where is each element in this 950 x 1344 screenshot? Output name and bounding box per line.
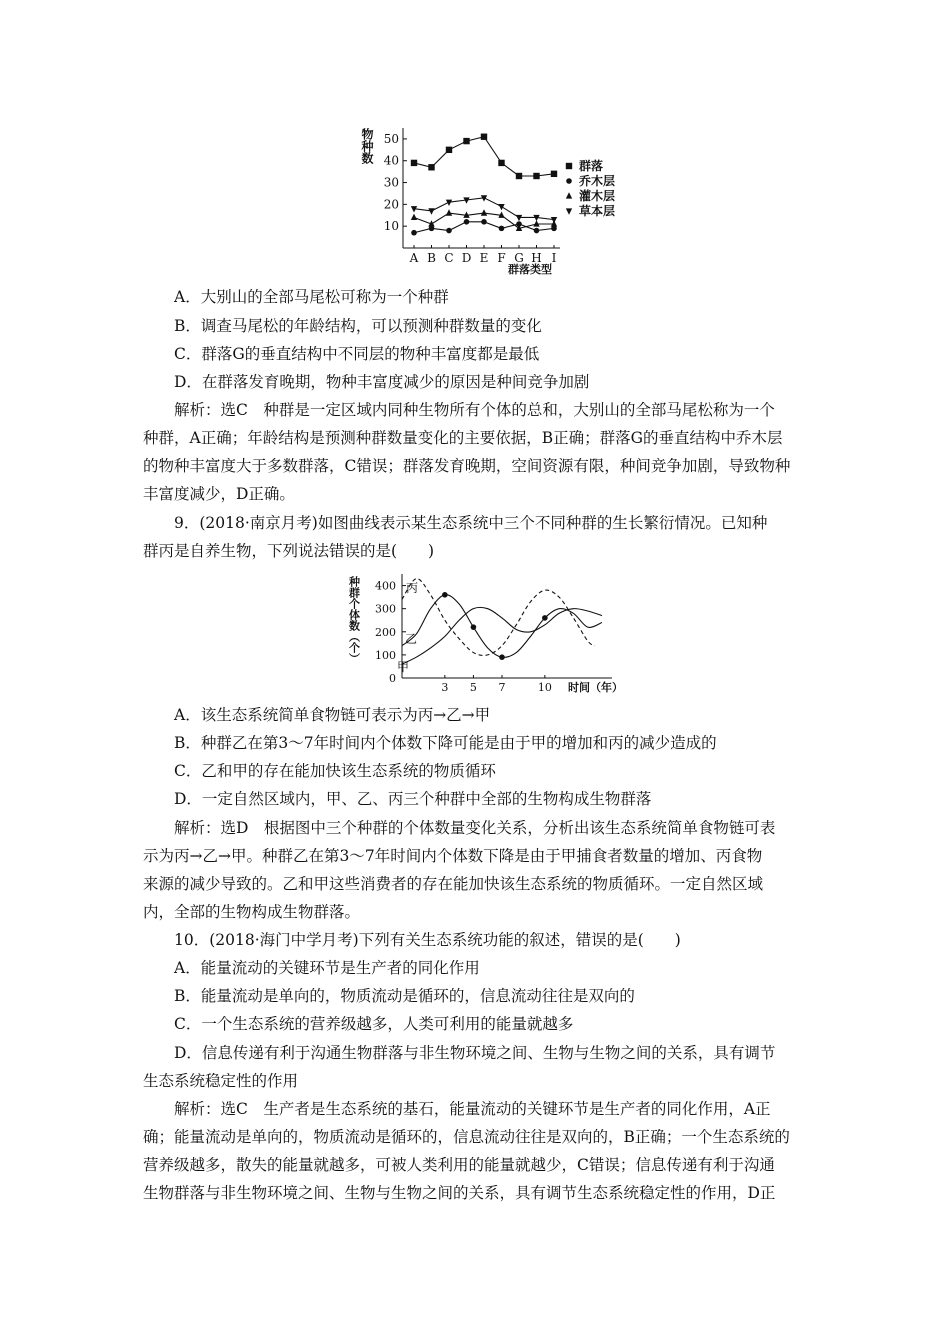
chart1-data-point [446, 228, 452, 234]
chart1-ytick-label: 10 [383, 219, 399, 234]
chart2-ytick-label: 400 [375, 579, 396, 593]
q9-answer-line-3: 来源的减少导致的。乙和甲这些消费者的存在能加快该生态系统的物质循环。一定自然区域 [143, 875, 764, 893]
q9-answer-line-4: 内，全部的生物构成生物群落。 [143, 903, 361, 921]
chart2-xtick-label: 3 [441, 681, 449, 694]
chart1-ytick-label: 40 [383, 153, 399, 168]
chart2-xtick-label: 5 [469, 681, 477, 694]
chart1-data-point [499, 226, 505, 232]
chart1-xtick-label: A [409, 251, 419, 265]
chart1-data-point [498, 160, 504, 166]
chart1-xtick-label: G [514, 251, 524, 265]
species-richness-svg [355, 120, 625, 280]
q8-answer-line-2: 种群，A正确；年龄结构是预测种群数量变化的主要依据，B正确；群落G的垂直结构中乔木层 [143, 429, 783, 447]
chart1-ytick-label: 50 [383, 131, 399, 146]
q10-answer-line-2: 确；能量流动是单向的，物质流动是循环的，信息流动往往是双向的，B正确；一个生态系统的 [143, 1128, 790, 1146]
q9-answer-line-1: 解析：选D 根据图中三个种群的个体数量变化关系，分析出该生态系统简单食物链可表 [174, 819, 776, 837]
chart1-legend-label: 灌木层 [579, 189, 616, 203]
chart1-xtick-label: D [461, 251, 472, 265]
q10-option-b: B．能量流动是单向的，物质流动是循环的，信息流动往往是双向的 [174, 987, 635, 1005]
chart2-xtick-label: 10 [537, 681, 552, 694]
chart1-data-point [533, 173, 539, 179]
chart1-data-point [516, 215, 522, 221]
chart1-ylabel: 物种数 [360, 128, 374, 164]
chart2-highlight-point [499, 654, 505, 660]
chart2-series-label: 乙 [405, 632, 418, 646]
chart1-data-point [516, 173, 522, 179]
q10-option-d-line-1: D．信息传递有利于沟通生物群落与非生物环境之间、生物与生物之间的关系，具有调节 [174, 1044, 776, 1062]
q8-answer-line-3: 的物种丰富度大于多数群落，C错误；群落发育晚期，空间资源有限，种间竞争加剧，导致物种 [143, 457, 791, 475]
chart1-data-point [551, 217, 557, 223]
population-cycle-chart [347, 570, 630, 695]
chart2-ylabel: 种群个体数（个） [347, 576, 361, 664]
chart1-data-point [463, 138, 469, 144]
q10-answer-line-3: 营养级越多，散失的能量就越多，可被人类利用的能量就越少，C错误；信息传递有利于沟通 [143, 1156, 775, 1174]
chart1-xtick-label: C [444, 251, 454, 265]
chart2-ytick-label: 100 [375, 648, 396, 662]
chart1-data-point [446, 209, 452, 215]
chart1-legend-marker [566, 192, 572, 198]
chart1-data-point [481, 219, 487, 225]
chart2-highlight-point [471, 624, 477, 630]
chart1-data-point [446, 147, 452, 153]
q9-option-c: C．乙和甲的存在能加快该生态系统的物质循环 [174, 762, 496, 780]
chart1-data-point [481, 134, 487, 140]
q9-answer-line-2: 示为丙→乙→甲。种群乙在第3～7年时间内个体数下降是由于甲捕食者数量的增加、丙食物 [143, 847, 763, 865]
chart1-data-point [551, 171, 557, 177]
q10-answer-line-4: 生物群落与非生物环境之间、生物与生物之间的关系，具有调节生态系统稳定性的作用，D正 [143, 1184, 776, 1202]
chart1-legend-label: 群落 [579, 159, 604, 173]
q9-option-b: B．种群乙在第3～7年时间内个体数下降可能是由于甲的增加和丙的减少造成的 [174, 734, 717, 752]
chart1-series-line [414, 137, 554, 176]
chart1-data-point [411, 230, 417, 236]
chart1-data-point [534, 228, 540, 234]
q10-option-c: C．一个生态系统的营养级越多，人类可利用的能量就越多 [174, 1015, 574, 1033]
chart1-data-point [428, 208, 434, 214]
chart1-xtick-label: I [551, 251, 557, 265]
q9-stem-line-2: 群丙是自养生物，下列说法错误的是( ) [143, 542, 435, 560]
q8-answer-line-1: 解析：选C 种群是一定区域内同种生物所有个体的总和，大别山的全部马尾松称为一个 [174, 401, 775, 419]
chart2-highlight-point [442, 592, 448, 598]
chart1-legend-marker [566, 163, 572, 169]
chart1-xtick-label: B [427, 251, 436, 265]
chart2-ytick-label: 200 [375, 625, 396, 639]
chart1-xtick-label: H [531, 251, 542, 265]
q9-option-a: A．该生态系统简单食物链可表示为丙→乙→甲 [174, 706, 491, 724]
chart1-legend-marker [566, 208, 572, 214]
chart1-legend-label: 草本层 [579, 204, 616, 218]
chart1-data-point [411, 160, 417, 166]
chart1-legend-marker [566, 178, 572, 184]
q8-answer-line-4: 丰富度减少，D正确。 [143, 485, 295, 503]
q10-answer-line-1: 解析：选C 生产者是生态系统的基石，能量流动的关键环节是生产者的同化作用，A正 [174, 1100, 771, 1118]
q10-option-a: A．能量流动的关键环节是生产者的同化作用 [174, 959, 480, 977]
chart2-ytick-label: 0 [389, 672, 396, 685]
chart1-xlabel: 群落类型 [508, 263, 552, 276]
population-cycle-svg [347, 570, 630, 695]
chart2-series-curve [402, 595, 602, 658]
q9-option-d: D．一定自然区域内，甲、乙、丙三个种群中全部的生物构成生物群落 [174, 790, 652, 808]
chart2-series-label: 丙 [406, 581, 419, 595]
q10-stem: 10．(2018·海门中学月考)下列有关生态系统功能的叙述，错误的是( ) [174, 931, 681, 949]
chart2-series-label: 甲 [397, 660, 410, 674]
chart1-xtick-label: E [479, 251, 489, 265]
chart2-xtick-label: 7 [498, 681, 506, 694]
chart1-ytick-label: 30 [383, 175, 399, 190]
chart1-ytick-label: 20 [383, 197, 399, 212]
q8-option-d: D．在群落发育晚期，物种丰富度减少的原因是种间竞争加剧 [174, 373, 590, 391]
species-richness-chart [355, 120, 625, 280]
chart1-data-point [428, 164, 434, 170]
chart2-ytick-label: 300 [375, 602, 396, 616]
chart1-xtick-label: F [497, 251, 506, 265]
chart1-data-point [498, 204, 504, 210]
chart1-legend-label: 乔木层 [579, 174, 616, 188]
q9-stem-line-1: 9．(2018·南京月考)如图曲线表示某生态系统中三个不同种群的生长繁衍情况。已知种 [174, 514, 768, 532]
chart2-xlabel: 时间（年） [568, 681, 623, 694]
chart2-highlight-point [542, 615, 548, 621]
chart1-data-point [481, 209, 487, 215]
chart1-data-point [464, 219, 470, 225]
q8-option-b: B．调查马尾松的年龄结构，可以预测种群数量的变化 [174, 317, 542, 335]
q8-option-a: A．大别山的全部马尾松可称为一个种群 [174, 288, 449, 306]
chart2-series-curve [402, 579, 595, 656]
q8-option-c: C．群落G的垂直结构中不同层的物种丰富度都是最低 [174, 345, 540, 363]
chart1-data-point [411, 214, 417, 220]
q10-option-d-line-2: 生态系统稳定性的作用 [143, 1072, 299, 1090]
